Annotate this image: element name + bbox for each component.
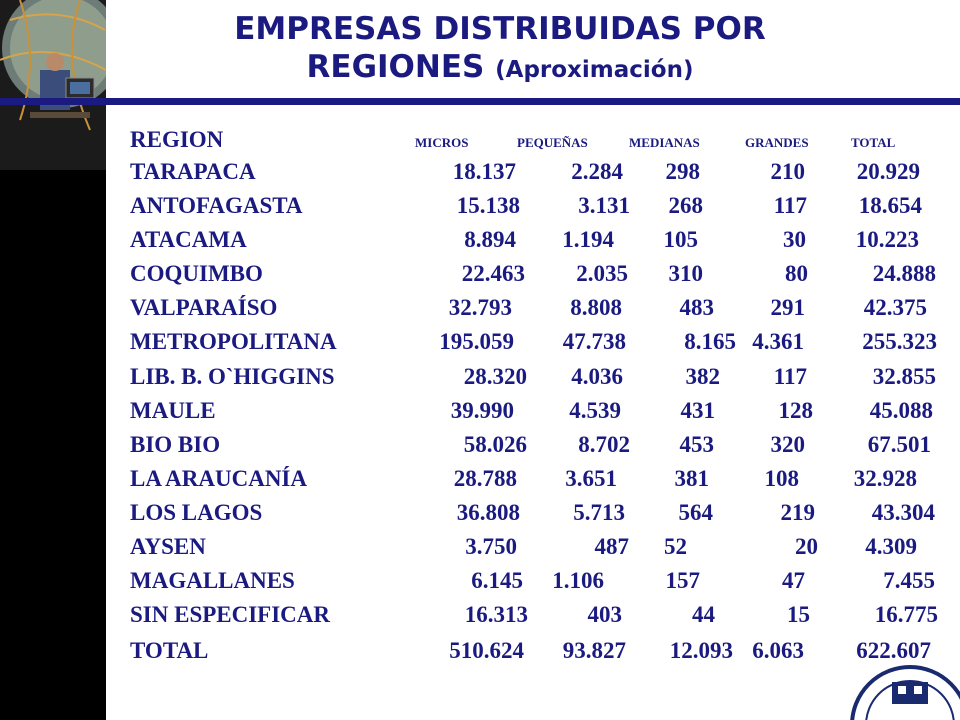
cell-pequenas: 47.738 [562, 329, 626, 354]
cell-total: 32.855 [872, 364, 936, 389]
cell-micros: 510.624 [449, 638, 524, 663]
cell-medianas: 298 [665, 159, 700, 184]
title-line-2-text: REGIONES [306, 49, 485, 85]
cell-total: 32.928 [853, 466, 917, 491]
header-pequenas: PEQUEÑAS [517, 135, 588, 150]
table-row [0, 532, 960, 562]
cell-grandes: 80 [785, 261, 808, 286]
cell-pequenas: 1.106 [552, 568, 604, 593]
cell-grandes: 30 [783, 227, 806, 252]
cell-total: 20.929 [856, 159, 920, 184]
cell-micros: 28.320 [463, 364, 527, 389]
table-header-row [0, 125, 960, 155]
header-region: REGION [130, 127, 224, 152]
table-row [0, 464, 960, 494]
cell-pequenas: 4.539 [569, 398, 621, 423]
table-row [0, 430, 960, 460]
region-name: ANTOFAGASTA [130, 193, 303, 218]
cell-pequenas: 3.131 [578, 193, 630, 218]
cell-grandes: 291 [770, 295, 805, 320]
cell-total: 42.375 [863, 295, 927, 320]
title-subtitle: (Aproximación) [495, 57, 694, 83]
region-name: MAULE [130, 398, 216, 423]
cell-grandes: 15 [787, 602, 810, 627]
table-row [0, 259, 960, 289]
cell-pequenas: 403 [587, 602, 622, 627]
region-name: LIB. B. O`HIGGINS [130, 364, 335, 389]
region-name: MAGALLANES [130, 568, 295, 593]
cell-pequenas: 2.284 [571, 159, 623, 184]
cell-total: 24.888 [872, 261, 936, 286]
cell-pequenas: 3.651 [565, 466, 617, 491]
cell-pequenas: 4.036 [571, 364, 623, 389]
cell-medianas: 52 [664, 534, 687, 559]
header-micros: MICROS [415, 135, 469, 150]
header-total: TOTAL [851, 135, 896, 150]
region-name: TOTAL [130, 638, 209, 663]
cell-total: 10.223 [855, 227, 919, 252]
cell-pequenas: 487 [594, 534, 629, 559]
cell-grandes: 219 [780, 500, 815, 525]
table-row [0, 396, 960, 426]
cell-total: 67.501 [867, 432, 931, 457]
region-name: BIO BIO [130, 432, 221, 457]
cell-medianas: 483 [679, 295, 714, 320]
cell-total: 7.455 [883, 568, 935, 593]
cell-pequenas: 8.808 [570, 295, 622, 320]
table-row [0, 191, 960, 221]
cell-grandes: 320 [770, 432, 805, 457]
cell-total: 16.775 [874, 602, 938, 627]
cell-micros: 32.793 [448, 295, 512, 320]
cell-medianas: 105 [663, 227, 698, 252]
table-row [0, 498, 960, 528]
cell-total: 45.088 [869, 398, 933, 423]
header-medianas: MEDIANAS [629, 135, 700, 150]
cell-pequenas: 93.827 [562, 638, 626, 663]
cell-pequenas: 5.713 [573, 500, 625, 525]
cell-total: 43.304 [871, 500, 935, 525]
cell-grandes: 128 [778, 398, 813, 423]
cell-micros: 28.788 [453, 466, 517, 491]
cell-total: 255.323 [862, 329, 937, 354]
cell-micros: 39.990 [450, 398, 514, 423]
cell-pequenas: 1.194 [562, 227, 614, 252]
cell-medianas: 431 [680, 398, 715, 423]
cell-micros: 195.059 [439, 329, 514, 354]
cell-micros: 8.894 [464, 227, 516, 252]
cell-micros: 15.138 [456, 193, 520, 218]
cell-micros: 3.750 [465, 534, 517, 559]
cell-micros: 18.137 [452, 159, 516, 184]
cell-medianas: 157 [665, 568, 700, 593]
cell-grandes: 210 [770, 159, 805, 184]
cell-total: 622.607 [856, 638, 931, 663]
table-row [0, 293, 960, 323]
cell-medianas: 381 [674, 466, 709, 491]
cell-medianas: 8.165 [684, 329, 736, 354]
cell-grandes: 4.361 [752, 329, 804, 354]
cell-micros: 36.808 [456, 500, 520, 525]
cell-total: 18.654 [858, 193, 922, 218]
region-name: TARAPACA [130, 159, 256, 184]
cell-micros: 6.145 [471, 568, 523, 593]
cell-total: 4.309 [865, 534, 917, 559]
region-name: VALPARAÍSO [130, 295, 278, 320]
region-name: LOS LAGOS [130, 500, 263, 525]
cell-grandes: 117 [773, 364, 807, 389]
table-row [0, 157, 960, 187]
region-name: LA ARAUCANÍA [130, 466, 307, 491]
cell-grandes: 6.063 [752, 638, 804, 663]
cell-micros: 58.026 [463, 432, 527, 457]
region-name: AYSEN [130, 534, 206, 559]
cell-grandes: 47 [782, 568, 805, 593]
cell-pequenas: 8.702 [578, 432, 630, 457]
cell-micros: 16.313 [464, 602, 528, 627]
table-total-row [0, 636, 960, 666]
cell-pequenas: 2.035 [576, 261, 628, 286]
cell-grandes: 20 [795, 534, 818, 559]
table-row [0, 600, 960, 630]
cell-medianas: 44 [692, 602, 715, 627]
region-name: COQUIMBO [130, 261, 263, 286]
table-row [0, 362, 960, 392]
cell-micros: 22.463 [461, 261, 525, 286]
cell-medianas: 268 [668, 193, 703, 218]
title-line-1: EMPRESAS DISTRIBUIDAS POR [234, 11, 766, 47]
header-grandes: GRANDES [745, 135, 809, 150]
cell-grandes: 117 [773, 193, 807, 218]
region-name: ATACAMA [130, 227, 247, 252]
cell-grandes: 108 [764, 466, 799, 491]
cell-medianas: 310 [668, 261, 703, 286]
region-name: METROPOLITANA [130, 329, 337, 354]
institution-seal [850, 660, 960, 720]
table-row [0, 327, 960, 357]
table-row [0, 566, 960, 596]
cell-medianas: 564 [678, 500, 713, 525]
cell-medianas: 453 [679, 432, 714, 457]
table-row [0, 225, 960, 255]
region-name: SIN ESPECIFICAR [130, 602, 331, 627]
cell-medianas: 12.093 [669, 638, 733, 663]
cell-medianas: 382 [685, 364, 720, 389]
